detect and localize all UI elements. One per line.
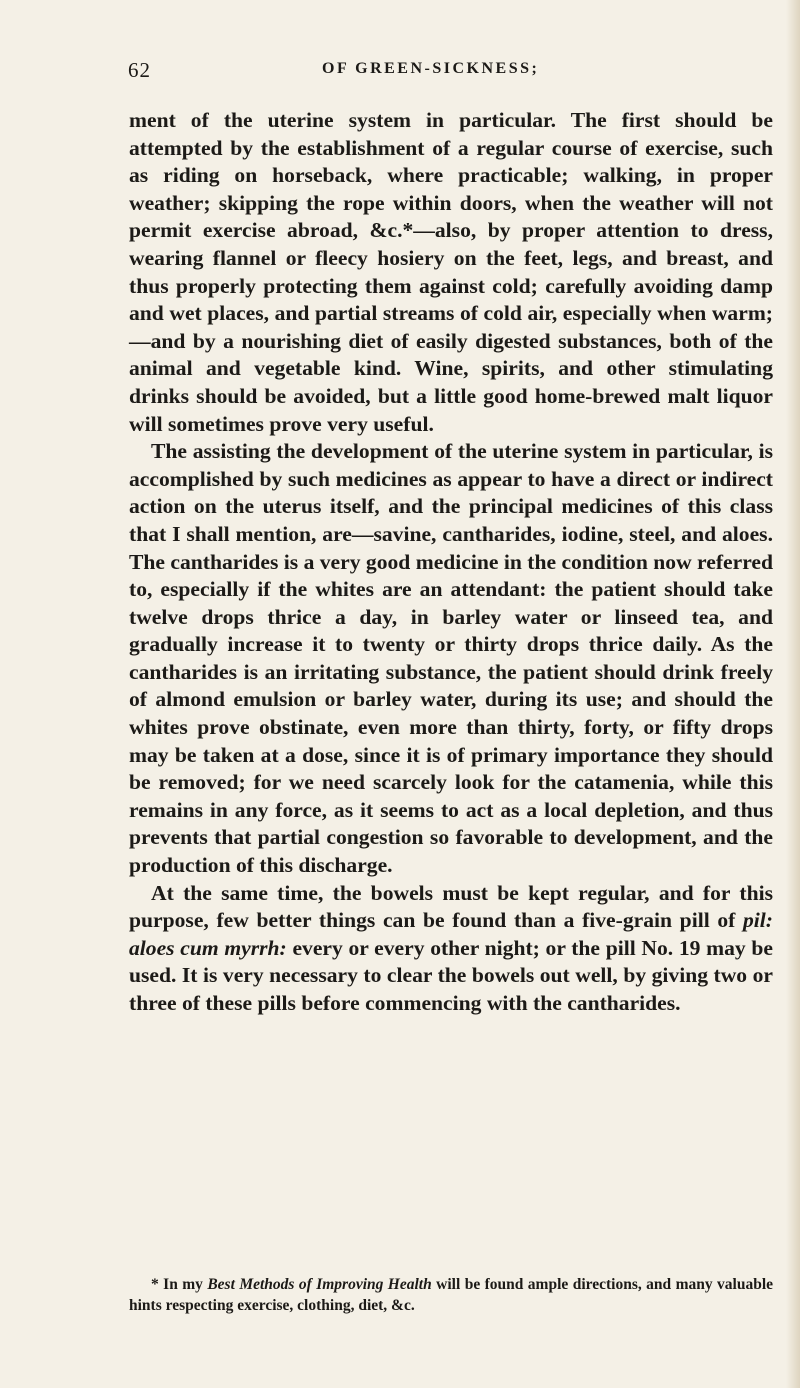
footnote (129, 1274, 773, 1316)
paragraph-3 (129, 880, 773, 1018)
page-header (128, 58, 770, 88)
paragraph-3-text-b: every or every other night; or the pill No. 19 may be used. It is very necessary to clear the bowels out well, by giving two or three of these pills before commencing with the cantharides. (129, 935, 774, 1015)
paragraph-1: ment of the uterine system in particular. The first should be attempted by the establishment of a regular course of exercise, such as riding on horseback, where practicable; walking, in proper weather; skipping the rope within doors, when the weather will not permit exercise abroad, &c.*—also, by proper attention to dress, wearing flannel or fleecy hosiery on the feet, legs, and breast, and thus properly protecting them against cold; carefully avoiding damp and wet places, and partial streams of cold air, especially when warm;—and by a nourishing diet of easily digested substances, both of the animal and vegetable kind. Wine, spirits, and other stimulating drinks should be avoided, but a little good home-brewed malt liquor will sometimes prove very useful. (129, 108, 773, 436)
paragraph-3-text-a: At the same time, the bowels must be kept regular, and for this purpose, few better things can be found than a five-grain pill of (129, 880, 773, 933)
footnote-book-title: Best Methods of Improving Health (207, 1276, 432, 1293)
paragraph-3-italic: pil: aloes cum myrrh: (129, 908, 773, 960)
page-edge-shade (786, 0, 800, 1388)
running-head: OF GREEN-SICKNESS; (322, 60, 540, 77)
footnote-text-b: will be found ample directions, and many valuable hints respecting exercise, clothing, diet, &c. (129, 1276, 774, 1314)
paragraph-2: The assisting the development of the uterine system in particular, is accomplished by such medicines as appear to have a direct or indirect action on the uterus itself, and the principal medicines of this class that I shall mention, are—savine, cantharides, iodine, steel, and aloes. The cantharides is a very good medicine in the condition now referred to, especially if the whites are an attendant: the patient should take twelve drops thrice a day, in barley water or linseed tea, and gradually increase it to twenty or thirty drops thrice daily. As the cantharides is an irritating substance, the patient should drink freely of almond emulsion or barley water, during its use; and should the whites prove obstinate, even more than thirty, forty, or fifty drops may be taken at a dose, since it is of primary importance they should be removed; for we need scarcely look for the catamenia, while this remains in any force, as it seems to act as a local depletion, and thus prevents that partial congestion so favorable to development, and the production of this discharge. (129, 439, 773, 878)
footnote-text-a: In my (158, 1276, 208, 1293)
footnote-marker: * (151, 1276, 159, 1293)
page-number: 62 (128, 58, 151, 82)
body-text (129, 107, 773, 1018)
